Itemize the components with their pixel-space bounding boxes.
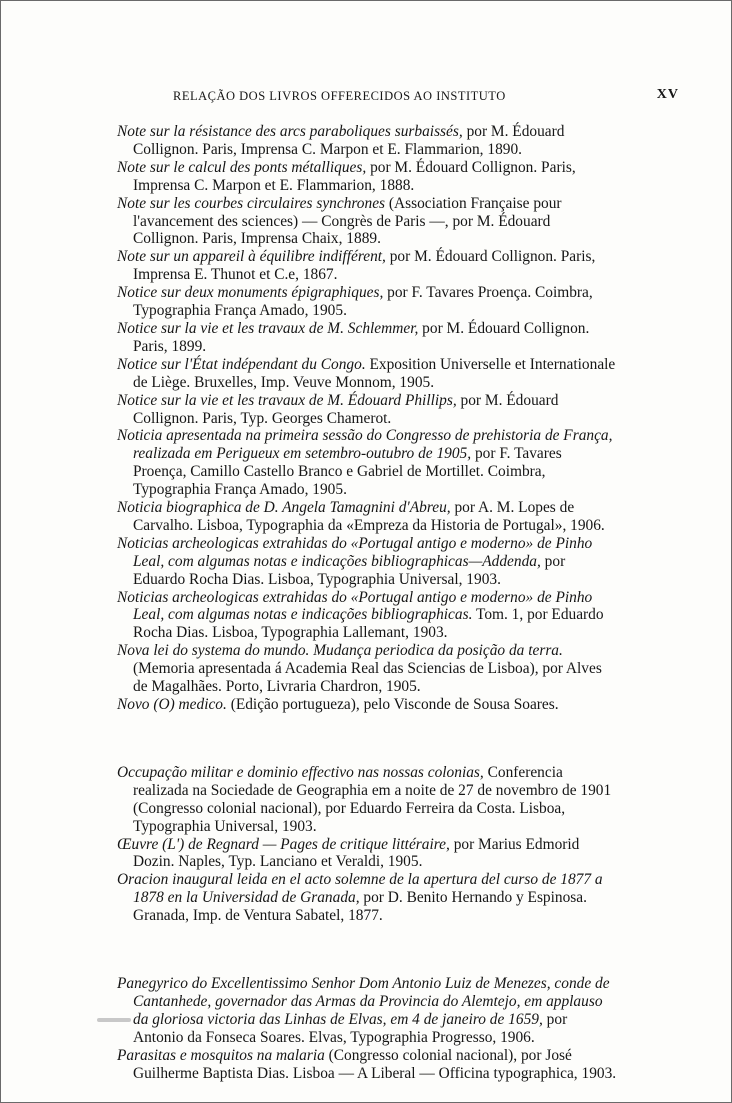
bibliography-entry [117,535,617,589]
entry-details: (Memoria apresentada á Academia Real das Sciencias de Lisboa), por Alves de Magalhães. Porto, Livraria Chardron, 1905. [133,660,602,696]
entry-details: (Edição portugueza), pelo Visconde de Sousa Soares. [226,696,559,713]
entry-details: por Marius Edmorid Dozin. Naples, Typ. Lanciano et Veraldi, 1905. [133,835,580,871]
entry-title: Notice sur deux monuments épigraphiques, [117,284,384,302]
bibliography-entry [117,871,617,925]
running-title: RELAÇÃO DOS LIVROS OFFERECIDOS AO INSTITUTO [173,89,506,103]
bibliography-entry [117,392,617,428]
entry-details: (Association Française pour l'avancement des sciences) — Congrès de Paris —, por M. Édouard Collignon. Paris, Imprensa Chaix, 1889. [133,194,562,248]
bibliography-list [117,123,617,1083]
entry-title: Nova lei do systema do mundo. Mudança periodica da posição da terra. [117,642,563,660]
entry-details: Tom. 1, por Eduardo Rocha Dias. Lisboa, Typographia Lallemant, 1903. [133,606,604,642]
ink-smudge [97,1018,131,1022]
page-header [173,87,679,104]
entry-title: Panegyrico do Excellentissimo Senhor Dom Antonio Luiz de Menezes, conde de Cantanhede, governador das Armas da Provincia do Alemtejo, em applauso da gloriosa victoria das Linhas de Elvas, em 4 de janeiro de 1659, [117,975,610,1028]
entry-details: por D. Benito Hernando y Espinosa. Granada, Imp. de Ventura Sabatel, 1877. [133,889,587,925]
section-n [117,123,617,714]
entry-title: Oracion inaugural leida en el acto solemne de la apertura del curso de 1877 a 1878 en la Universidad de Granada, [117,871,603,907]
entry-details: Exposition Universelle et Internationale de Liège. Bruxelles, Imp. Veuve Monnom, 1905. [133,355,616,391]
entry-details: (Congresso colonial nacional), por José Guilherme Baptista Dias. Lisboa — A Liberal — Officina typographica, 1903. [133,1046,617,1082]
entry-details: por M. Édouard Collignon. Paris, Imprensa C. Marpon et E. Flammarion, 1888. [133,158,576,194]
bibliography-entry [117,499,617,535]
entry-title: Note sur le calcul des ponts métalliques, [117,158,367,176]
entry-title: Noticias archeologicas extrahidas do «Portugal antigo e moderno» de Pinho Leal, com algumas notas e indicações bibliographicas. [117,588,593,624]
entry-details: por M. Édouard Collignon. Paris, Imprensa E. Thunot et C.e, 1867. [133,248,596,284]
bibliography-entry [117,159,617,195]
entry-title: Noticia apresentada na primeira sessão do Congresso de prehistoria de França, realizada em Perigueux em setembro-outubro de 1905, [117,427,613,463]
bibliography-entry [117,836,617,872]
entry-details: por Antonio da Fonseca Soares. Elvas, Typographia Progresso, 1906. [133,1010,568,1046]
entry-details: Conferencia realizada na Sociedade de Geographia em a noite de 27 de novembro de 1901 (Congresso colonial nacional), por Eduardo Ferreira da Costa. Lisboa, Typographia Universal, 1903. [133,763,612,835]
bibliography-entry [117,642,617,696]
entry-title: Noticia biographica de D. Angela Tamagnini d'Abreu, [117,499,451,517]
entry-details: por Eduardo Rocha Dias. Lisboa, Typographia Universal, 1903. [133,552,566,588]
entry-details: por F. Tavares Proença, Camillo Castello Branco e Gabriel de Mortillet. Coimbra, Typographia França Amado, 1905. [133,445,562,499]
entry-title: Note sur un appareil à équilibre indifférent, [117,248,386,266]
entry-details: por F. Tavares Proença. Coimbra, Typographia França Amado, 1905. [133,284,593,320]
entry-title: Parasitas e mosquitos na malaria [117,1046,325,1064]
entry-title: Note sur les courbes circulaires synchrones [117,194,386,212]
entry-details: por A. M. Lopes de Carvalho. Lisboa, Typographia da «Empreza da Historia de Portugal», 1906. [133,499,605,534]
entry-title: Œuvre (L') de Regnard — Pages de critique littéraire, [117,835,450,853]
entry-title: Novo (O) medico. [117,696,227,713]
entry-title: Noticias archeologicas extrahidas do «Portugal antigo e moderno» de Pinho Leal, com algumas notas e indicações bibliographicas—Addenda, [117,534,593,570]
bibliography-entry [117,356,617,392]
entry-title: Occupação militar e dominio effectivo nas nossas colonias, [117,763,484,781]
bibliography-entry [117,427,617,499]
entry-title: Notice sur la vie et les travaux de M. Édouard Phillips, [117,391,457,409]
bibliography-entry [117,320,617,356]
entry-details: por M. Édouard Collignon. Paris, Imprensa C. Marpon et E. Flammarion, 1890. [133,123,565,158]
page-number: XV [656,87,679,102]
bibliography-entry [117,195,617,249]
bibliography-entry [117,1047,617,1083]
bibliography-entry [117,589,617,643]
bibliography-entry [117,248,617,284]
entry-details: por M. Édouard Collignon. Paris, Typ. Georges Chamerot. [133,391,559,427]
bibliography-entry [117,123,617,159]
bibliography-entry [117,284,617,320]
bibliography-entry [117,764,617,836]
section-p [117,975,617,1082]
bibliography-entry [117,975,617,1047]
entry-title: Notice sur l'État indépendant du Congo. [117,355,366,373]
entry-details: por M. Édouard Collignon. Paris, 1899. [133,319,590,355]
bibliography-entry [117,696,617,714]
entry-title: Note sur la résistance des arcs paraboliques surbaissés, [117,123,463,140]
section-o [117,764,617,925]
entry-title: Notice sur la vie et les travaux de M. Schlemmer, [117,319,419,337]
